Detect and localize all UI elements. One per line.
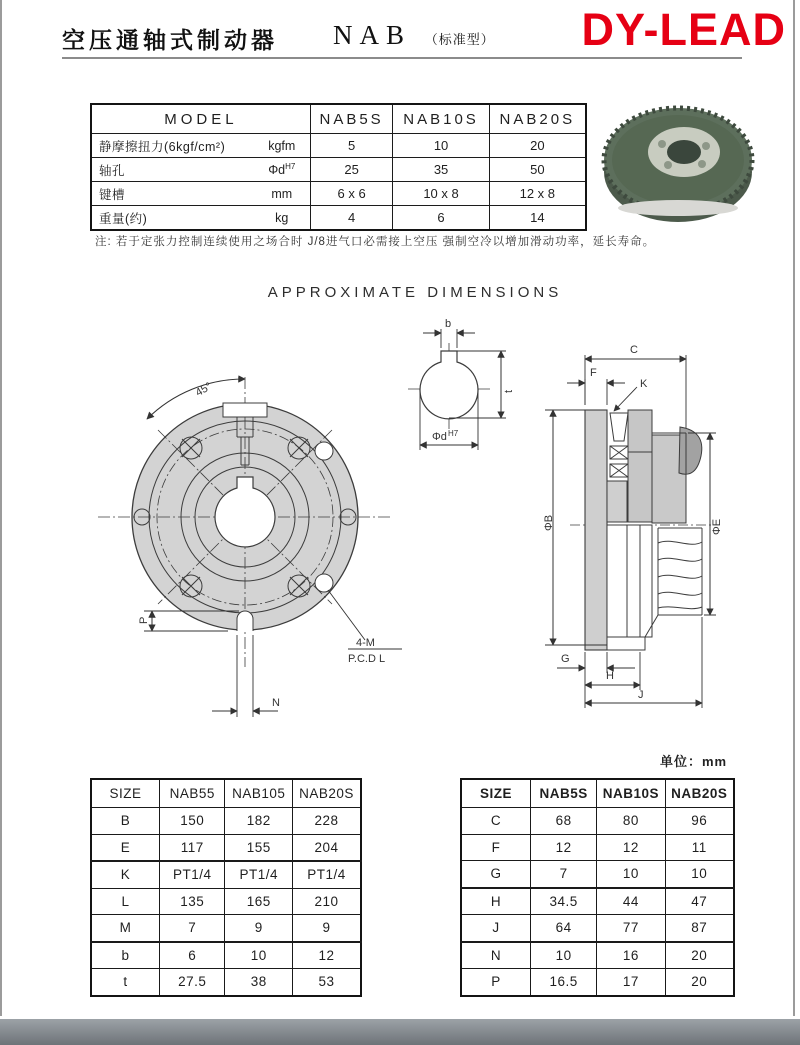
table-cell: 6: [393, 206, 489, 231]
row-unit: [254, 182, 311, 206]
table-cell: 228: [293, 808, 361, 835]
row-label: J: [461, 915, 530, 942]
model-suffix: （标准型）: [424, 32, 495, 47]
model-name: NAB: [333, 20, 412, 50]
table-cell: 68: [530, 808, 596, 835]
table-row: [461, 861, 734, 888]
table-row: [91, 834, 361, 861]
dim-label-p: P: [138, 616, 150, 624]
model-title: [333, 20, 495, 51]
column-header: NAB55: [160, 779, 225, 808]
table-cell: 20: [489, 134, 586, 158]
table-cell: 117: [160, 834, 225, 861]
column-header: NAB10S: [393, 104, 489, 134]
table-cell: 27.5: [160, 969, 225, 996]
row-label: 轴孔: [91, 158, 254, 182]
footnote: 注: 若于定张力控制连续使用之场合时 J/8进气口必需接上空压 强制空冷以增加滑动功率，延长寿命。: [95, 236, 656, 248]
table-cell: 25: [310, 158, 393, 182]
table-cell: 9: [225, 915, 293, 942]
row-unit: [254, 206, 311, 231]
header-rule: [62, 57, 742, 59]
pcd-label: P.C.D L: [348, 653, 386, 665]
table-row: [91, 808, 361, 835]
row-label: 重量(约): [91, 206, 254, 231]
table-cell: 17: [597, 969, 665, 996]
table-row: [461, 808, 734, 835]
dim-label-g: G: [561, 653, 570, 665]
page-title: 空压通轴式制动器: [62, 27, 278, 53]
dim-label-b: b: [445, 318, 452, 330]
column-header: NAB5S: [310, 104, 393, 134]
table-row: [461, 969, 734, 996]
table-cell: 12 x 8: [489, 182, 586, 206]
table-cell: 80: [597, 808, 665, 835]
dimension-table-left: [90, 778, 362, 997]
table-row: [91, 158, 586, 182]
unit-sup: H7: [285, 161, 296, 171]
table-row: [91, 942, 361, 969]
table-cell: 7: [530, 861, 596, 888]
table-row: [91, 861, 361, 888]
table-cell: 182: [225, 808, 293, 835]
row-label: t: [91, 969, 160, 996]
dim-label-n: N: [272, 697, 280, 709]
table-cell: 204: [293, 834, 361, 861]
dim-label-45: 45°: [193, 380, 214, 400]
column-header: SIZE: [461, 779, 530, 808]
table-row: [91, 888, 361, 915]
dim-label-phid: Φd: [432, 431, 447, 443]
row-unit: [254, 134, 311, 158]
table-cell: 10: [393, 134, 489, 158]
row-label: N: [461, 942, 530, 969]
table-cell: 135: [160, 888, 225, 915]
table-cell: 20: [665, 969, 734, 996]
dimension-drawings: [40, 315, 760, 735]
table-cell: 10: [530, 942, 596, 969]
table-cell: 10: [665, 861, 734, 888]
row-label: G: [461, 861, 530, 888]
dim-label-phie: ΦE: [711, 518, 723, 535]
row-label: P: [461, 969, 530, 996]
table-cell: 16: [597, 942, 665, 969]
table-cell: 165: [225, 888, 293, 915]
dim-label-f: F: [590, 367, 597, 379]
dim-label-k: K: [640, 378, 648, 390]
unit-text: kg: [275, 211, 289, 226]
spec-table: [90, 103, 587, 231]
section-heading: APPROXIMATE DIMENSIONS: [267, 284, 563, 301]
table-row: [461, 915, 734, 942]
table-row: [91, 915, 361, 942]
table-row: [91, 206, 586, 231]
table-cell: 77: [597, 915, 665, 942]
table-cell: 12: [597, 834, 665, 861]
table-cell: 12: [530, 834, 596, 861]
table-cell: PT1/4: [160, 861, 225, 888]
dim-label-j: J: [638, 689, 644, 701]
page-edge-left: [0, 0, 2, 1016]
table-cell: 16.5: [530, 969, 596, 996]
unit-note: 单位：mm: [660, 754, 728, 769]
table-cell: 10: [225, 942, 293, 969]
unit-text: Φd: [268, 163, 286, 178]
row-unit: [254, 158, 311, 182]
table-row: [91, 182, 586, 206]
table-cell: 35: [393, 158, 489, 182]
table-cell: 5: [310, 134, 393, 158]
bolt-spec-label: 4-M: [356, 637, 375, 649]
table-cell: 50: [489, 158, 586, 182]
table-cell: 4: [310, 206, 393, 231]
brand-logo: DY-LEAD: [581, 4, 786, 55]
front-view-drawing: [98, 377, 402, 717]
table-row: [91, 969, 361, 996]
bore-detail-drawing: [408, 318, 515, 450]
column-header: NAB20S: [489, 104, 586, 134]
table-cell: PT1/4: [293, 861, 361, 888]
table-cell: 210: [293, 888, 361, 915]
table-cell: 7: [160, 915, 225, 942]
table-row: [461, 888, 734, 915]
table-row: [91, 779, 361, 808]
table-cell: 155: [225, 834, 293, 861]
table-row: [461, 834, 734, 861]
dim-label-h: H: [606, 670, 614, 682]
column-header: NAB10S: [597, 779, 665, 808]
column-header: NAB20S: [293, 779, 361, 808]
table-row: [461, 779, 734, 808]
row-label: b: [91, 942, 160, 969]
table-row: [91, 104, 586, 134]
table-cell: 14: [489, 206, 586, 231]
table-cell: 96: [665, 808, 734, 835]
row-label: L: [91, 888, 160, 915]
row-label: 键槽: [91, 182, 254, 206]
row-label: B: [91, 808, 160, 835]
table-cell: 150: [160, 808, 225, 835]
unit-text: kgfm: [268, 139, 296, 154]
table-cell: 47: [665, 888, 734, 915]
table-cell: 34.5: [530, 888, 596, 915]
table-cell: 6 x 6: [310, 182, 393, 206]
table-row: [91, 134, 586, 158]
column-header: NAB20S: [665, 779, 734, 808]
column-header: NAB5S: [530, 779, 596, 808]
table-cell: 53: [293, 969, 361, 996]
dim-label-t: t: [503, 389, 515, 393]
row-label: F: [461, 834, 530, 861]
row-label: H: [461, 888, 530, 915]
footer-bar: [0, 1019, 800, 1045]
table-cell: 9: [293, 915, 361, 942]
table-cell: 6: [160, 942, 225, 969]
dim-label-c: C: [630, 344, 638, 356]
dim-label-phid-sup: H7: [448, 429, 459, 438]
page-edge-right: [793, 0, 795, 1016]
dim-label-phib: ΦB: [543, 514, 555, 531]
table-cell: 10 x 8: [393, 182, 489, 206]
row-label: 静摩擦扭力(6kgf/cm²): [91, 134, 254, 158]
table-cell: 87: [665, 915, 734, 942]
table-cell: PT1/4: [225, 861, 293, 888]
table-cell: 38: [225, 969, 293, 996]
row-label: C: [461, 808, 530, 835]
product-photo: [598, 102, 762, 226]
table-cell: 11: [665, 834, 734, 861]
unit-text: mm: [271, 187, 293, 202]
dimension-table-right: [460, 778, 735, 997]
column-header: NAB105: [225, 779, 293, 808]
row-label: E: [91, 834, 160, 861]
column-header: SIZE: [91, 779, 160, 808]
section-view-drawing: [543, 344, 723, 708]
row-label: K: [91, 861, 160, 888]
table-cell: 20: [665, 942, 734, 969]
row-label: M: [91, 915, 160, 942]
table-cell: 44: [597, 888, 665, 915]
table-cell: 64: [530, 915, 596, 942]
column-header: MODEL: [91, 104, 310, 134]
table-row: [461, 942, 734, 969]
table-cell: 12: [293, 942, 361, 969]
table-cell: 10: [597, 861, 665, 888]
